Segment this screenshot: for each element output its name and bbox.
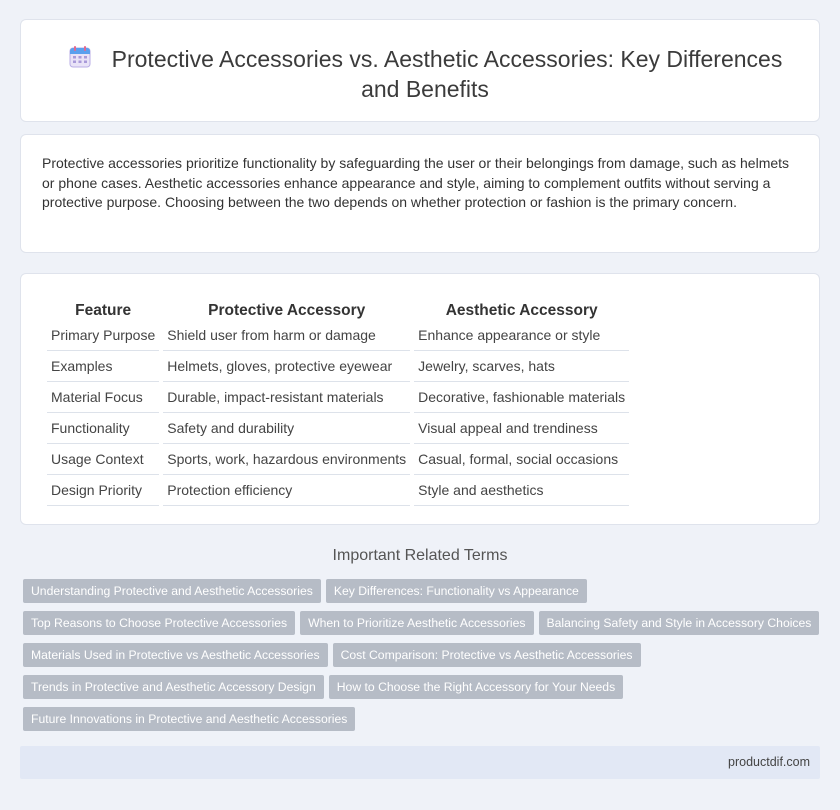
- table-row: [47, 351, 629, 382]
- table-cell: Enhance appearance or style: [414, 320, 629, 351]
- table-cell: Safety and durability: [163, 413, 410, 444]
- table-row: [47, 413, 629, 444]
- table-cell: Jewelry, scarves, hats: [414, 351, 629, 382]
- related-term-link[interactable]: Cost Comparison: Protective vs Aesthetic Accessories: [333, 643, 641, 667]
- table-cell: Visual appeal and trendiness: [414, 413, 629, 444]
- table-cell: Usage Context: [47, 444, 159, 475]
- table-cell: Decorative, fashionable materials: [414, 382, 629, 413]
- table-cell: Protection efficiency: [163, 475, 410, 506]
- intro-paragraph: Protective accessories prioritize functionality by safeguarding the user or their belongings from damage, such as helmets or phone cases. Aesthetic accessories enhance appearance and style, aiming to complement outfits without serving a protective purpose. Choosing between the two depends on whether protection or fashion is the primary concern.: [42, 155, 790, 210]
- calendar-icon: [68, 45, 92, 69]
- table-row: [47, 320, 629, 351]
- table-row: [47, 444, 629, 475]
- table-cell: Sports, work, hazardous environments: [163, 444, 410, 475]
- table-cell: Primary Purpose: [47, 320, 159, 351]
- related-term-link[interactable]: Trends in Protective and Aesthetic Accessory Design: [23, 675, 324, 699]
- table-cell: Shield user from harm or damage: [163, 320, 410, 351]
- table-cell: Examples: [47, 351, 159, 382]
- table-cell: Durable, impact-resistant materials: [163, 382, 410, 413]
- footer-site-name: productdif.com: [728, 755, 810, 769]
- column-header: Feature: [75, 302, 132, 319]
- page-title: Protective Accessories vs. Aesthetic Accessories: Key Differences and Benefits: [111, 46, 783, 102]
- comparison-card: [20, 273, 820, 525]
- table-cell: Casual, formal, social occasions: [414, 444, 629, 475]
- related-term-link[interactable]: Key Differences: Functionality vs Appearance: [326, 579, 587, 603]
- related-term-link[interactable]: Future Innovations in Protective and Aesthetic Accessories: [23, 707, 355, 731]
- column-header: Protective Accessory: [208, 302, 366, 319]
- table-cell: Design Priority: [47, 475, 159, 506]
- tag-row: [23, 611, 823, 643]
- intro-card: [20, 134, 820, 253]
- page-title-wrap: [51, 44, 799, 104]
- tag-row: [23, 579, 823, 611]
- related-term-link[interactable]: Understanding Protective and Aesthetic Accessories: [23, 579, 321, 603]
- table-cell: Material Focus: [47, 382, 159, 413]
- related-term-link[interactable]: Top Reasons to Choose Protective Accessories: [23, 611, 295, 635]
- table-cell: Functionality: [47, 413, 159, 444]
- related-term-link[interactable]: How to Choose the Right Accessory for Your Needs: [329, 675, 623, 699]
- related-term-link[interactable]: Balancing Safety and Style in Accessory Choices: [539, 611, 820, 635]
- related-term-link[interactable]: Materials Used in Protective vs Aesthetic Accessories: [23, 643, 328, 667]
- related-terms-heading: Important Related Terms: [332, 547, 508, 564]
- comparison-table: [43, 295, 633, 506]
- table-row: [47, 475, 629, 506]
- table-cell: Helmets, gloves, protective eyewear: [163, 351, 410, 382]
- footer: [20, 746, 820, 779]
- table-cell: Style and aesthetics: [414, 475, 629, 506]
- tag-row: [23, 675, 823, 707]
- title-card: [20, 19, 820, 122]
- related-terms-list: [23, 579, 823, 739]
- table-header-row: [47, 295, 629, 320]
- related-term-link[interactable]: When to Prioritize Aesthetic Accessories: [300, 611, 533, 635]
- table-row: [47, 382, 629, 413]
- column-header: Aesthetic Accessory: [445, 302, 598, 319]
- tag-row: [23, 643, 823, 675]
- tag-row: [23, 707, 823, 739]
